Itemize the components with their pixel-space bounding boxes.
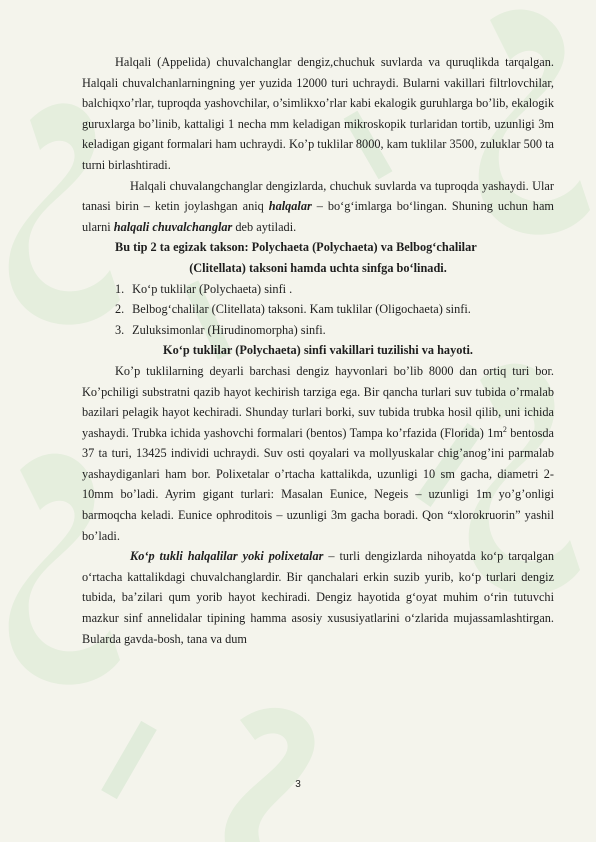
paragraph-polixetalar-text: – turli dengizlarda nihoyatda ko‘p tarqalgan o‘rtacha kattalikdagi chuvalchanglardir. Bir qanchalari erkin suzib yurib, ko‘p turlari dengiz tubida, ba’zilari qum yorib hayot kechiradi. Dengiz hayotida g‘oyat muhim o‘rin tutuvchi mazkur sinf annelidalar tipining hamma asosiy xususiyatlarini o‘zlarida mujassamlashtirgan. Bularda gavda-bosh, tana va dum [82,549,555,646]
list-item-text: Belbog‘chalilar (Clitellata) taksoni. Kam tuklilar (Oligochaeta) sinfi. [132,302,471,317]
term-polixetalar: Ko‘p tukli halqalilar yoki polixetalar [130,549,324,564]
paragraph-habitat-text-2: – bo‘g‘imlarga bo‘lingan. Shuning uchun ham ularni [82,199,554,234]
heading-polychaeta: Ko‘p tuklilar (Polychaeta) sinfi vakillari tuzilishi va hayoti. [163,343,473,358]
list-item-number: 3. [115,322,125,337]
page-number: 3 [295,779,301,790]
list-item [82,320,554,341]
paragraph-polychaeta-text-1: Ko’p tuklilarning deyarli barchasi dengiz hayvonlari bo’lib 8000 dan ortiq turi bor. Ko’pchiligi substratni qazib hayot kechirish tarziga ega. Bir qancha turlari suv tubida o’rmalab bazilari pelagik hayot kechiradi. Shunday turlari borki, suv tubida trubka hosil qilib, uni ichida yashaydi. Trubka ichida yashovchi formalari (bentos) Tampa ko’rfazida (Florida) 1m [82,363,554,440]
paragraph-habitat-text-1: Halqali chuvalangchanglar dengizlarda, chuchuk suvlarda va tuproqda yashaydi. Ular tanasi birin – ketin joylashgan aniq [82,178,554,214]
superscript-2: 2 [502,424,507,434]
paragraph-polychaeta [82,361,554,546]
class-list [82,279,554,341]
paragraph-habitat-text-3: deb aytiladi. [232,219,297,234]
heading-taxon-line-1: Bu tip 2 ta egizak takson: Polychaeta (Polychaeta) va Belbog‘chalilar [115,240,477,255]
list-item-text: Ko‘p tuklilar (Polychaeta) sinfi . [132,281,293,296]
list-item-text: Zuluksimonlar (Hirudinomorpha) sinfi. [132,322,326,337]
heading-taxon-line-2: (Clitellata) taksoni hamda uchta sinfga bo‘linadi. [189,260,447,275]
list-item [82,279,554,300]
list-item-number: 2. [115,302,125,317]
paragraph-intro: Halqali (Appelida) chuvalchanglar dengiz,chuchuk suvlarda va quruqlikda tarqalgan. Halqali chuvalchanlarningning yer yuzida 12000 turi uchraydi. Bularni vakillari filtrlovchilar, balchiqxo’rlar, tuproqda yashovchilar, o’simlikxo’rlar kabi ekalogik guruhlarga bo’lib, ekalogik guruxlarga bo’linib, kattaligi 1 necha mm keladigan mikroskopik turlaridan tortib, uzunligi 3m keladigan gigant formalari ham uchraydi. Ko’p tuklilar 8000, kam tuklilar 3500, zuluklar 500 ta turni birlashtiradi. [82,55,554,172]
document-body [82,52,554,649]
term-halqalar: halqalar [268,199,312,214]
paragraph-polixetalar [82,546,554,649]
paragraph-habitat [82,176,554,238]
list-item [82,299,554,320]
list-item-number: 1. [115,281,125,296]
term-halqali-chuvalchanglar: halqali chuvalchanglar [113,219,233,234]
paragraph-polychaeta-text-2: bentosda 37 ta turi, 13425 individi uchraydi. Suv osti qoyalari va mollyuskalar chig’anog’ini parmalab yashaydiganlari ham bor. Polixetalar o’rtacha kattalikda, uzunligi 10 sm gacha, diametri 2-10mm bo’ladi. Ayrim gigant turlari: Masalan Eunice, Negeis – uzunligi 1m yo’g’onligi barmoqcha keladi. Eunice ophroditois – uzunligi 3m gacha boradi. Qon “xlorokruorin” yashil bo’ladi. [82,425,554,543]
